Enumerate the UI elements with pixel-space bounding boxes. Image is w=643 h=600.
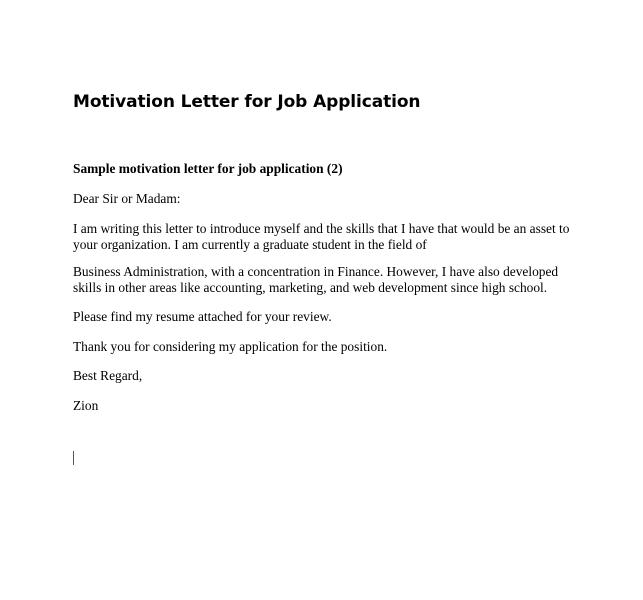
salutation: Dear Sir or Madam: bbox=[73, 191, 181, 206]
closing: Best Regard, bbox=[73, 368, 143, 383]
document-title: Motivation Letter for Job Application bbox=[73, 92, 421, 112]
paragraph-skills: Business Administration, with a concentration in Finance. However, I have also developed skills in other areas like accounting, marketing, and web development since high school. bbox=[73, 264, 559, 295]
text-cursor[interactable] bbox=[73, 451, 74, 465]
paragraph-thanks: Thank you for considering my application for the position. bbox=[73, 339, 388, 354]
signature: Zion bbox=[73, 398, 99, 413]
paragraph-resume: Please find my resume attached for your review. bbox=[73, 309, 332, 324]
paragraph-introduction: I am writing this letter to introduce myself and the skills that I have that would be an asset to your organization. I am currently a graduate student in the field of bbox=[73, 221, 570, 252]
letter-subtitle: Sample motivation letter for job application (2) bbox=[73, 161, 343, 176]
